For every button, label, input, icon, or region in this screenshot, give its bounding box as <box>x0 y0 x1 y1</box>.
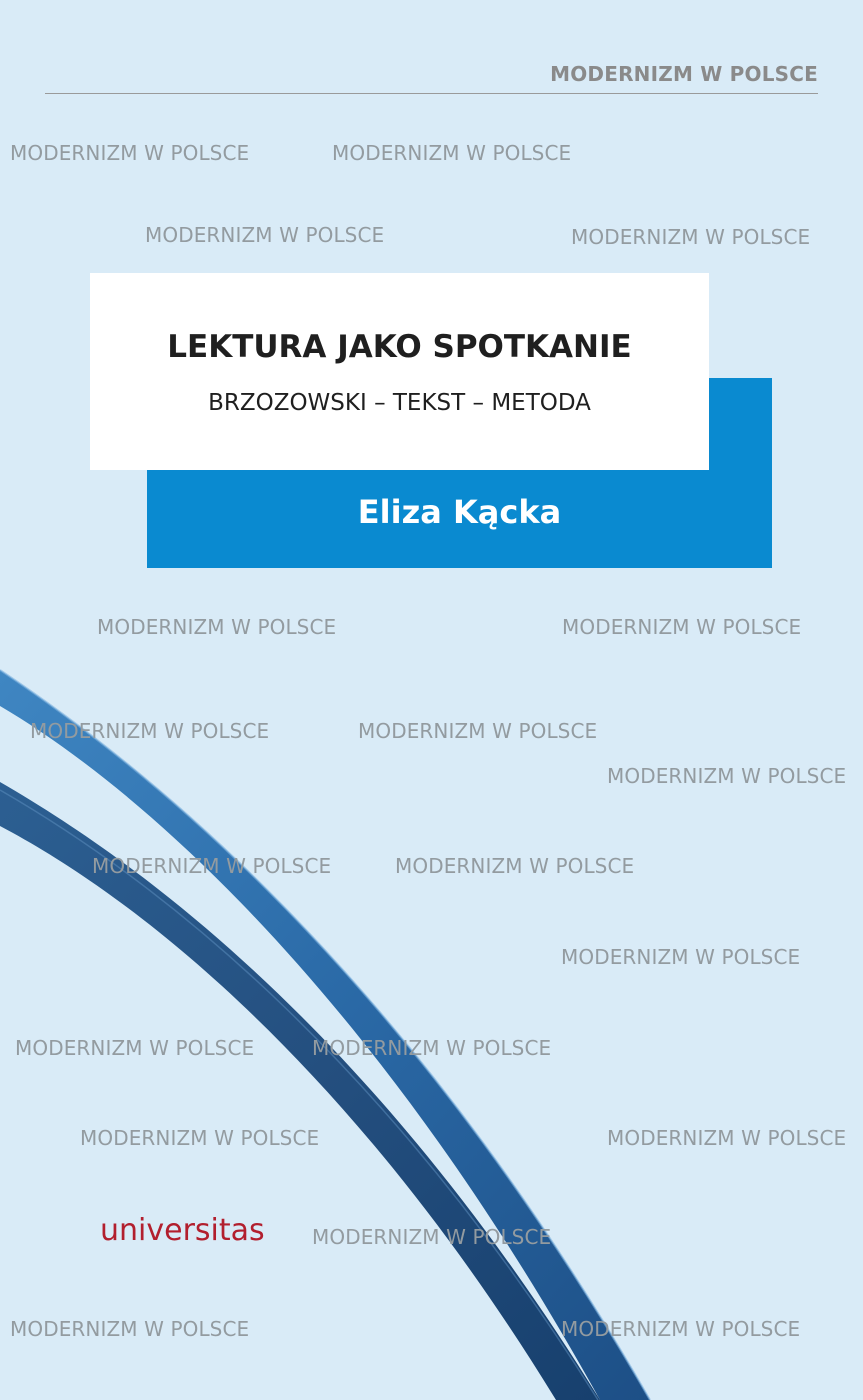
watermark-text: MODERNIZM W POLSCE <box>332 141 572 165</box>
title-panel <box>90 273 709 470</box>
watermark-text: MODERNIZM W POLSCE <box>97 615 337 639</box>
watermark-text: MODERNIZM W POLSCE <box>561 1317 801 1341</box>
watermark-text: MODERNIZM W POLSCE <box>571 225 811 249</box>
publisher-name: universitas <box>100 1213 265 1248</box>
author-name: Eliza Kącka <box>357 493 562 531</box>
book-title: LEKTURA JAKO SPOTKANIE <box>167 329 632 365</box>
watermark-text: MODERNIZM W POLSCE <box>15 1036 255 1060</box>
watermark-text: MODERNIZM W POLSCE <box>30 719 270 743</box>
watermark-text: MODERNIZM W POLSCE <box>358 719 598 743</box>
watermark-text: MODERNIZM W POLSCE <box>561 945 801 969</box>
watermark-text: MODERNIZM W POLSCE <box>607 1126 847 1150</box>
watermark-text: MODERNIZM W POLSCE <box>312 1036 552 1060</box>
watermark-text: MODERNIZM W POLSCE <box>607 764 847 788</box>
watermark-text: MODERNIZM W POLSCE <box>10 141 250 165</box>
watermark-text: MODERNIZM W POLSCE <box>395 854 635 878</box>
watermark-text: MODERNIZM W POLSCE <box>80 1126 320 1150</box>
watermark-text: MODERNIZM W POLSCE <box>312 1225 552 1249</box>
series-title: MODERNIZM W POLSCE <box>550 62 818 86</box>
watermark-text: MODERNIZM W POLSCE <box>92 854 332 878</box>
book-subtitle: BRZOZOWSKI – TEKST – METODA <box>208 390 591 416</box>
watermark-text: MODERNIZM W POLSCE <box>145 223 385 247</box>
watermark-text: MODERNIZM W POLSCE <box>562 615 802 639</box>
watermark-text: MODERNIZM W POLSCE <box>10 1317 250 1341</box>
